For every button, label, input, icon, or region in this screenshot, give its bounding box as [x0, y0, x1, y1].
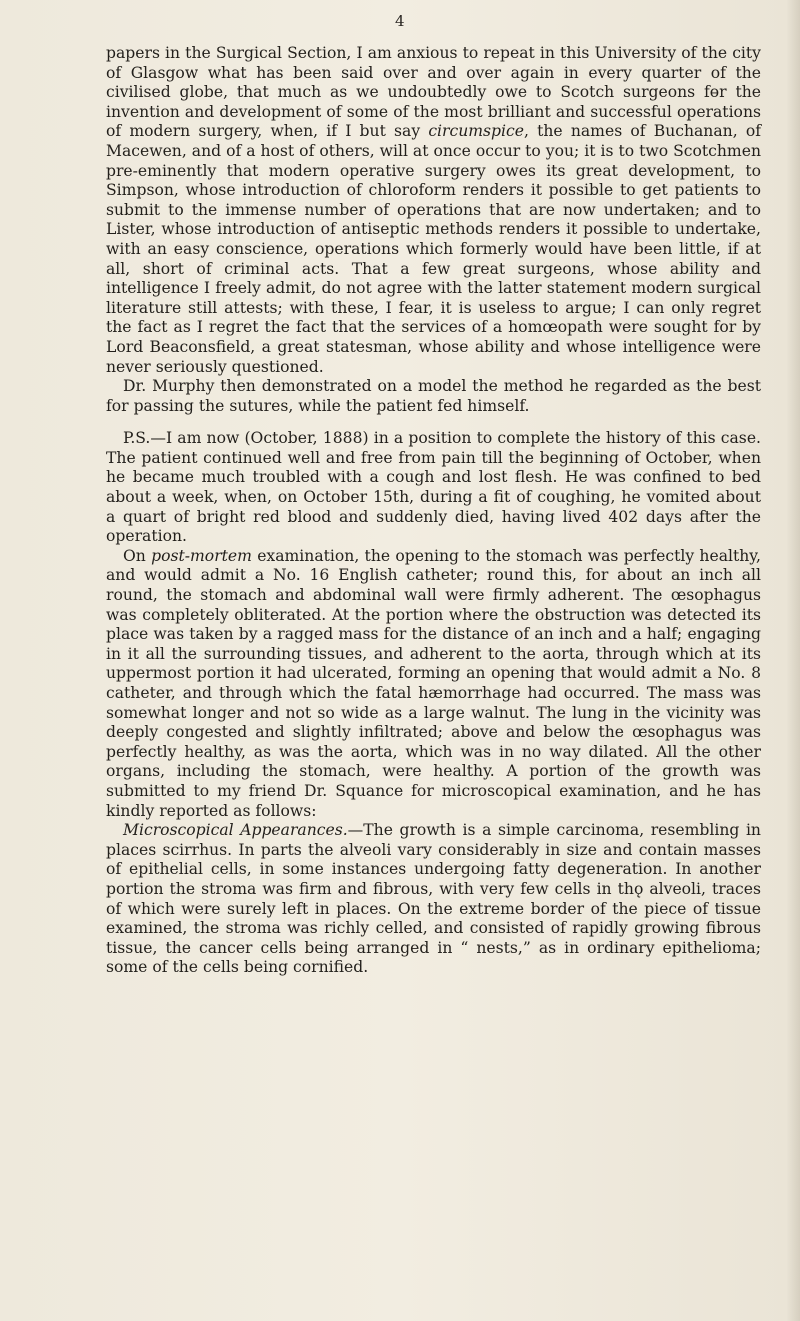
paragraph-post-mortem: On post-mortem examination, the opening to the stomach was perfectly healthy, and would admit a No. 16 English catheter; round this, for about an inch all round, the stomach and abdominal wall were firmly adherent. The œsophagus was completely obliterated. At the portion where the obstruction was detected its place was taken by a ragged mass for the distance of an inch and a half; engaging in it all the surrounding tissues, and adherent to the aorta, through which at its uppermost portion it had ulcerated, forming an opening that would admit a No. 8 catheter, and through which the fatal hæmorrhage had occurred. The mass was somewhat longer and not so wide as a large walnut. The lung in the vicinity was deeply congested and slightly infiltrated; above and below the œsophagus was perfectly healthy, as was the aorta, which was in no way dilated. All the other organs, including the stomach, were healthy. A portion of the growth was submitted to my friend Dr. Squance for microscopical examination, and he has kindly reported as follows:	[106, 546, 761, 820]
paragraph-murphy-demonstration: Dr. Murphy then demonstrated on a model the method he regarded as the best for passing the sutures, while the patient fed himself.	[106, 377, 761, 415]
page-number: 4	[395, 12, 405, 30]
body-text	[106, 44, 761, 978]
paragraph-surgeons: papers in the Surgical Section, I am anxious to repeat in this University of the city of Glasgow what has been said over and over again in every quarter of the civilised globe, that much as we undoubtedly owe to Scotch surgeons fɵr the invention and development of some of the most brilliant and successful operations of modern surgery, when, if I but say circumspice, the names of Buchanan, of Macewen, and of a host of others, will at once occur to you; it is to two Scotchmen pre-eminently that modern operative surgery owes its great development, to Simpson, whose introduction of chloroform renders it possible to get patients to submit to the immense number of operations that are now undertaken; and to Lister, whose introduction of antiseptic methods renders it possible to undertake, with an easy conscience, operations which formerly would have been little, if at all, short of criminal acts. That a few great surgeons, whose ability and intelligence I freely admit, do not agree with the latter statement modern surgical literature still attests; with these, I fear, it is useless to argue; I can only regret the fact as I regret the fact that the services of a homœopath were sought for by Lord Beaconsfield, a great statesman, whose ability and whose intelligence were never seriously questioned.	[106, 44, 761, 376]
page-edge-shadow	[786, 0, 800, 1321]
paragraph-postscript: P.S.—I am now (October, 1888) in a position to complete the history of this case. The patient continued well and free from pain till the beginning of October, when he became much troubled with a cough and lost flesh. He was confined to bed about a week, when, on October 15th, during a fit of coughing, he vomited about a quart of bright red blood and suddenly died, having lived 402 days after the operation.	[106, 429, 761, 546]
paragraph-microscopical-appearances: Microscopical Appearances.—The growth is a simple carcinoma, resembling in places scirrhus. In parts the alveoli vary considerably in size and contain masses of epithelial cells, in some instances undergoing fatty degeneration. In another portion the stroma was firm and fibrous, with very few cells in thǫ alveoli, traces of which were surely left in places. On the extreme border of the piece of tissue examined, the stroma was richly celled, and consisted of rapidly growing fibrous tissue, the cancer cells being arranged in “ nests,” as in ordinary epithelioma; some of the cells being cornified.	[106, 821, 761, 977]
